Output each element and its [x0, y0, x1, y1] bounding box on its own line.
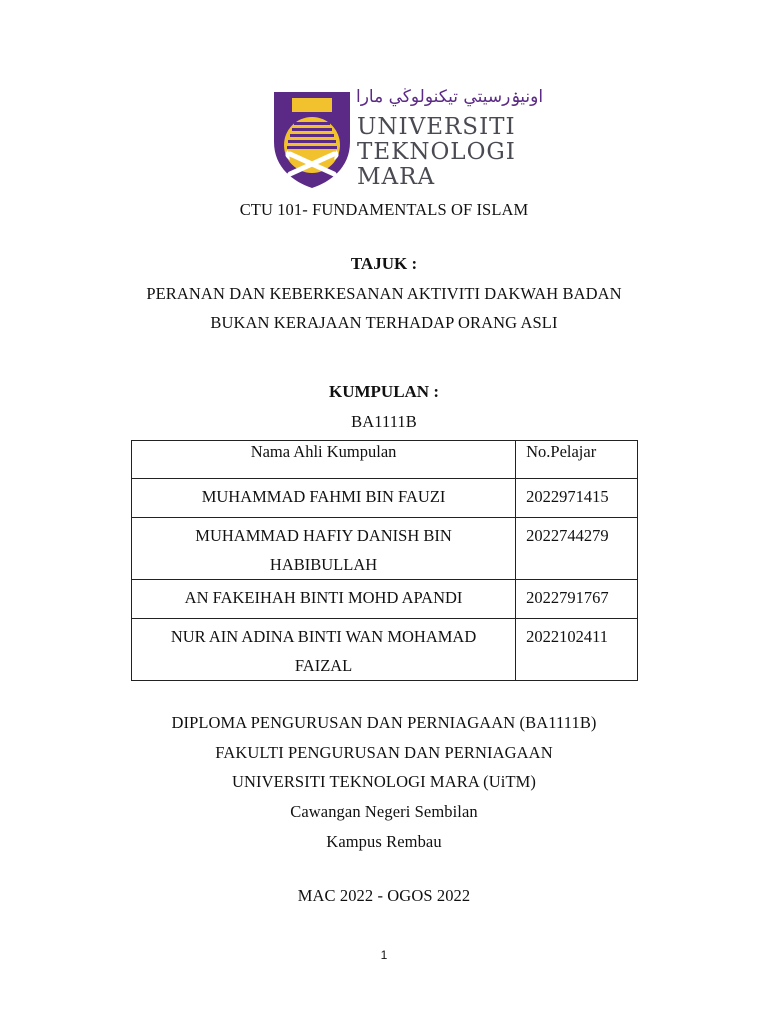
logo-line-teknologi: TEKNOLOGI [357, 139, 516, 165]
member-id: 2022971415 [516, 479, 638, 518]
session-dates: MAC 2022 - OGOS 2022 [297, 886, 471, 905]
tajuk-line-2: BUKAN KERAJAAN TERHADAP ORANG ASLI [210, 313, 558, 332]
table-row [132, 479, 638, 518]
member-name: MUHAMMAD HAFIY DANISH BIN HABIBULLAH [132, 518, 516, 580]
group-code: BA1111B [351, 412, 417, 431]
tajuk-label: TAJUK : [350, 254, 418, 273]
logo-line-universiti: UNIVERSITI [357, 114, 516, 140]
table-row [132, 580, 638, 619]
member-name: NUR AIN ADINA BINTI WAN MOHAMAD FAIZAL [132, 619, 516, 681]
table-row [132, 619, 638, 681]
member-name: MUHAMMAD FAHMI BIN FAUZI [132, 479, 516, 518]
logo-line-mara: MARA [357, 164, 436, 190]
member-id: 2022791767 [516, 580, 638, 619]
uitm-logo [272, 87, 544, 190]
kumpulan-label: KUMPULAN : [328, 382, 439, 401]
course-title: CTU 101- FUNDAMENTALS OF ISLAM [239, 200, 529, 219]
member-table [131, 440, 638, 681]
university-name: UNIVERSITI TEKNOLOGI MARA (UiTM) [232, 772, 536, 791]
member-id: 2022102411 [516, 619, 638, 681]
header-name: Nama Ahli Kumpulan [132, 441, 516, 479]
table-header-row [132, 441, 638, 479]
programme-name: DIPLOMA PENGURUSAN DAN PERNIAGAAN (BA1111B) [171, 713, 597, 732]
tajuk-line-1: PERANAN DAN KEBERKESANAN AKTIVITI DAKWAH BADAN [146, 284, 622, 303]
faculty-name: FAKULTI PENGURUSAN DAN PERNIAGAAN [215, 743, 553, 762]
campus-name: Kampus Rembau [326, 832, 442, 851]
header-student-id: No.Pelajar [516, 441, 638, 479]
logo-jawi: اونيۏرسيتي تيكنولوڬي مارا [356, 87, 544, 107]
uitm-crest-icon [272, 90, 352, 190]
member-name: AN FAKEIHAH BINTI MOHD APANDI [132, 580, 516, 619]
member-id: 2022744279 [516, 518, 638, 580]
branch-name: Cawangan Negeri Sembilan [290, 802, 478, 821]
page-number: 1 [380, 948, 388, 962]
table-row [132, 518, 638, 580]
